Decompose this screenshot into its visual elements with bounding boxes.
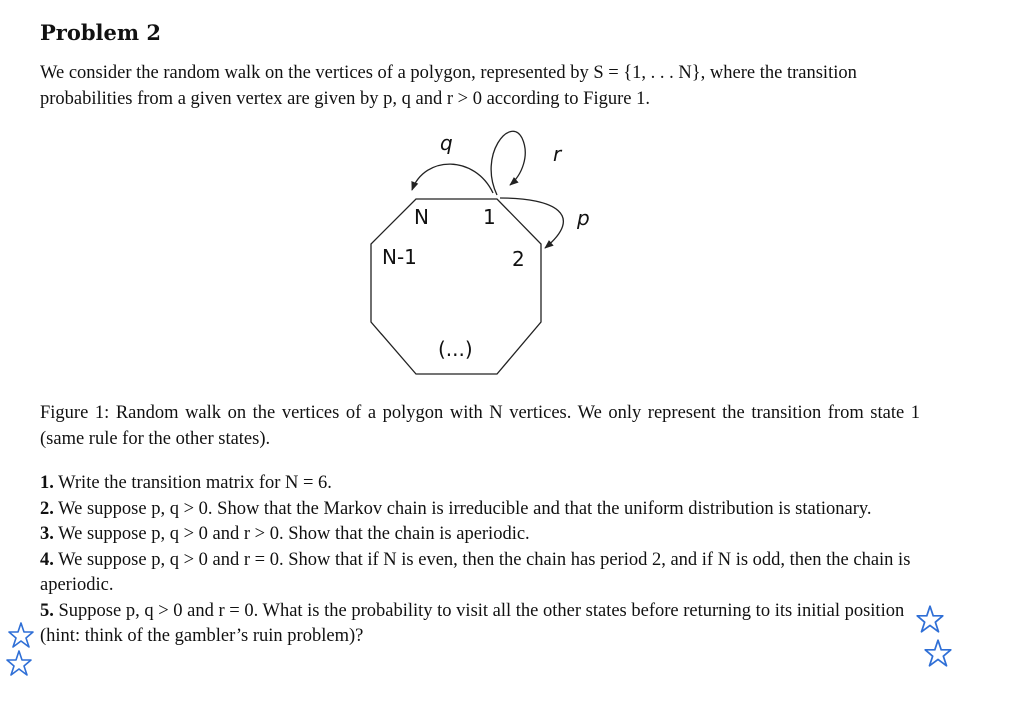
- question-list: [40, 471, 920, 650]
- r-self-loop-arrow: [491, 131, 525, 195]
- question-number: 1.: [40, 473, 54, 493]
- question-text: Suppose p, q > 0 and r = 0. What is the probability to visit all the other states before returning to its initial position (hint: think of the gambler’s ruin problem)?: [40, 600, 905, 646]
- annotation-star-icon: [922, 637, 954, 669]
- question-item: [40, 522, 920, 548]
- question-number: 3.: [40, 524, 54, 544]
- question-text: We suppose p, q > 0 and r > 0. Show that the chain is aperiodic.: [58, 524, 530, 544]
- question-text: We suppose p, q > 0. Show that the Markov chain is irreducible and that the uniform distribution is stationary.: [58, 498, 872, 519]
- vertex-label-1: 1: [483, 205, 496, 229]
- question-number: 2.: [40, 498, 54, 519]
- figure-caption: Figure 1: Random walk on the vertices of a polygon with N vertices. We only represent the transition from state 1 (same rule for the other states).: [40, 403, 920, 449]
- vertex-label-n-minus-1: N-1: [382, 245, 417, 269]
- question-item: [40, 497, 920, 523]
- label-q: q: [440, 131, 453, 155]
- question-text: We suppose p, q > 0 and r = 0. Show that if N is even, then the chain has period 2, and if N is odd, then the chain is aperiodic.: [40, 549, 911, 595]
- q-transition-arrow: [412, 164, 493, 193]
- problem-title: Problem 2: [40, 20, 162, 45]
- question-number: 5.: [40, 600, 54, 621]
- question-number: 4.: [40, 549, 54, 570]
- annotation-star-icon: [914, 603, 946, 635]
- annotation-star-icon: [4, 648, 34, 678]
- vertex-label-ellipsis: (...): [438, 337, 473, 361]
- polygon-figure: [360, 120, 620, 385]
- label-r: r: [553, 142, 562, 166]
- question-item: [40, 548, 920, 599]
- intro-paragraph: We consider the random walk on the vertices of a polygon, represented by S = {1, . . . N}, where the transition probabilities from a given vertex are given by p, q and r > 0 according to Figure 1.: [40, 63, 857, 109]
- p-transition-arrow: [500, 198, 563, 248]
- question-text: Write the transition matrix for N = 6.: [58, 473, 332, 493]
- label-p: p: [577, 206, 590, 230]
- vertex-label-n: N: [414, 205, 429, 229]
- question-item: [40, 471, 920, 497]
- vertex-label-2: 2: [512, 247, 525, 271]
- question-item: [40, 599, 920, 650]
- annotation-star-icon: [6, 620, 36, 650]
